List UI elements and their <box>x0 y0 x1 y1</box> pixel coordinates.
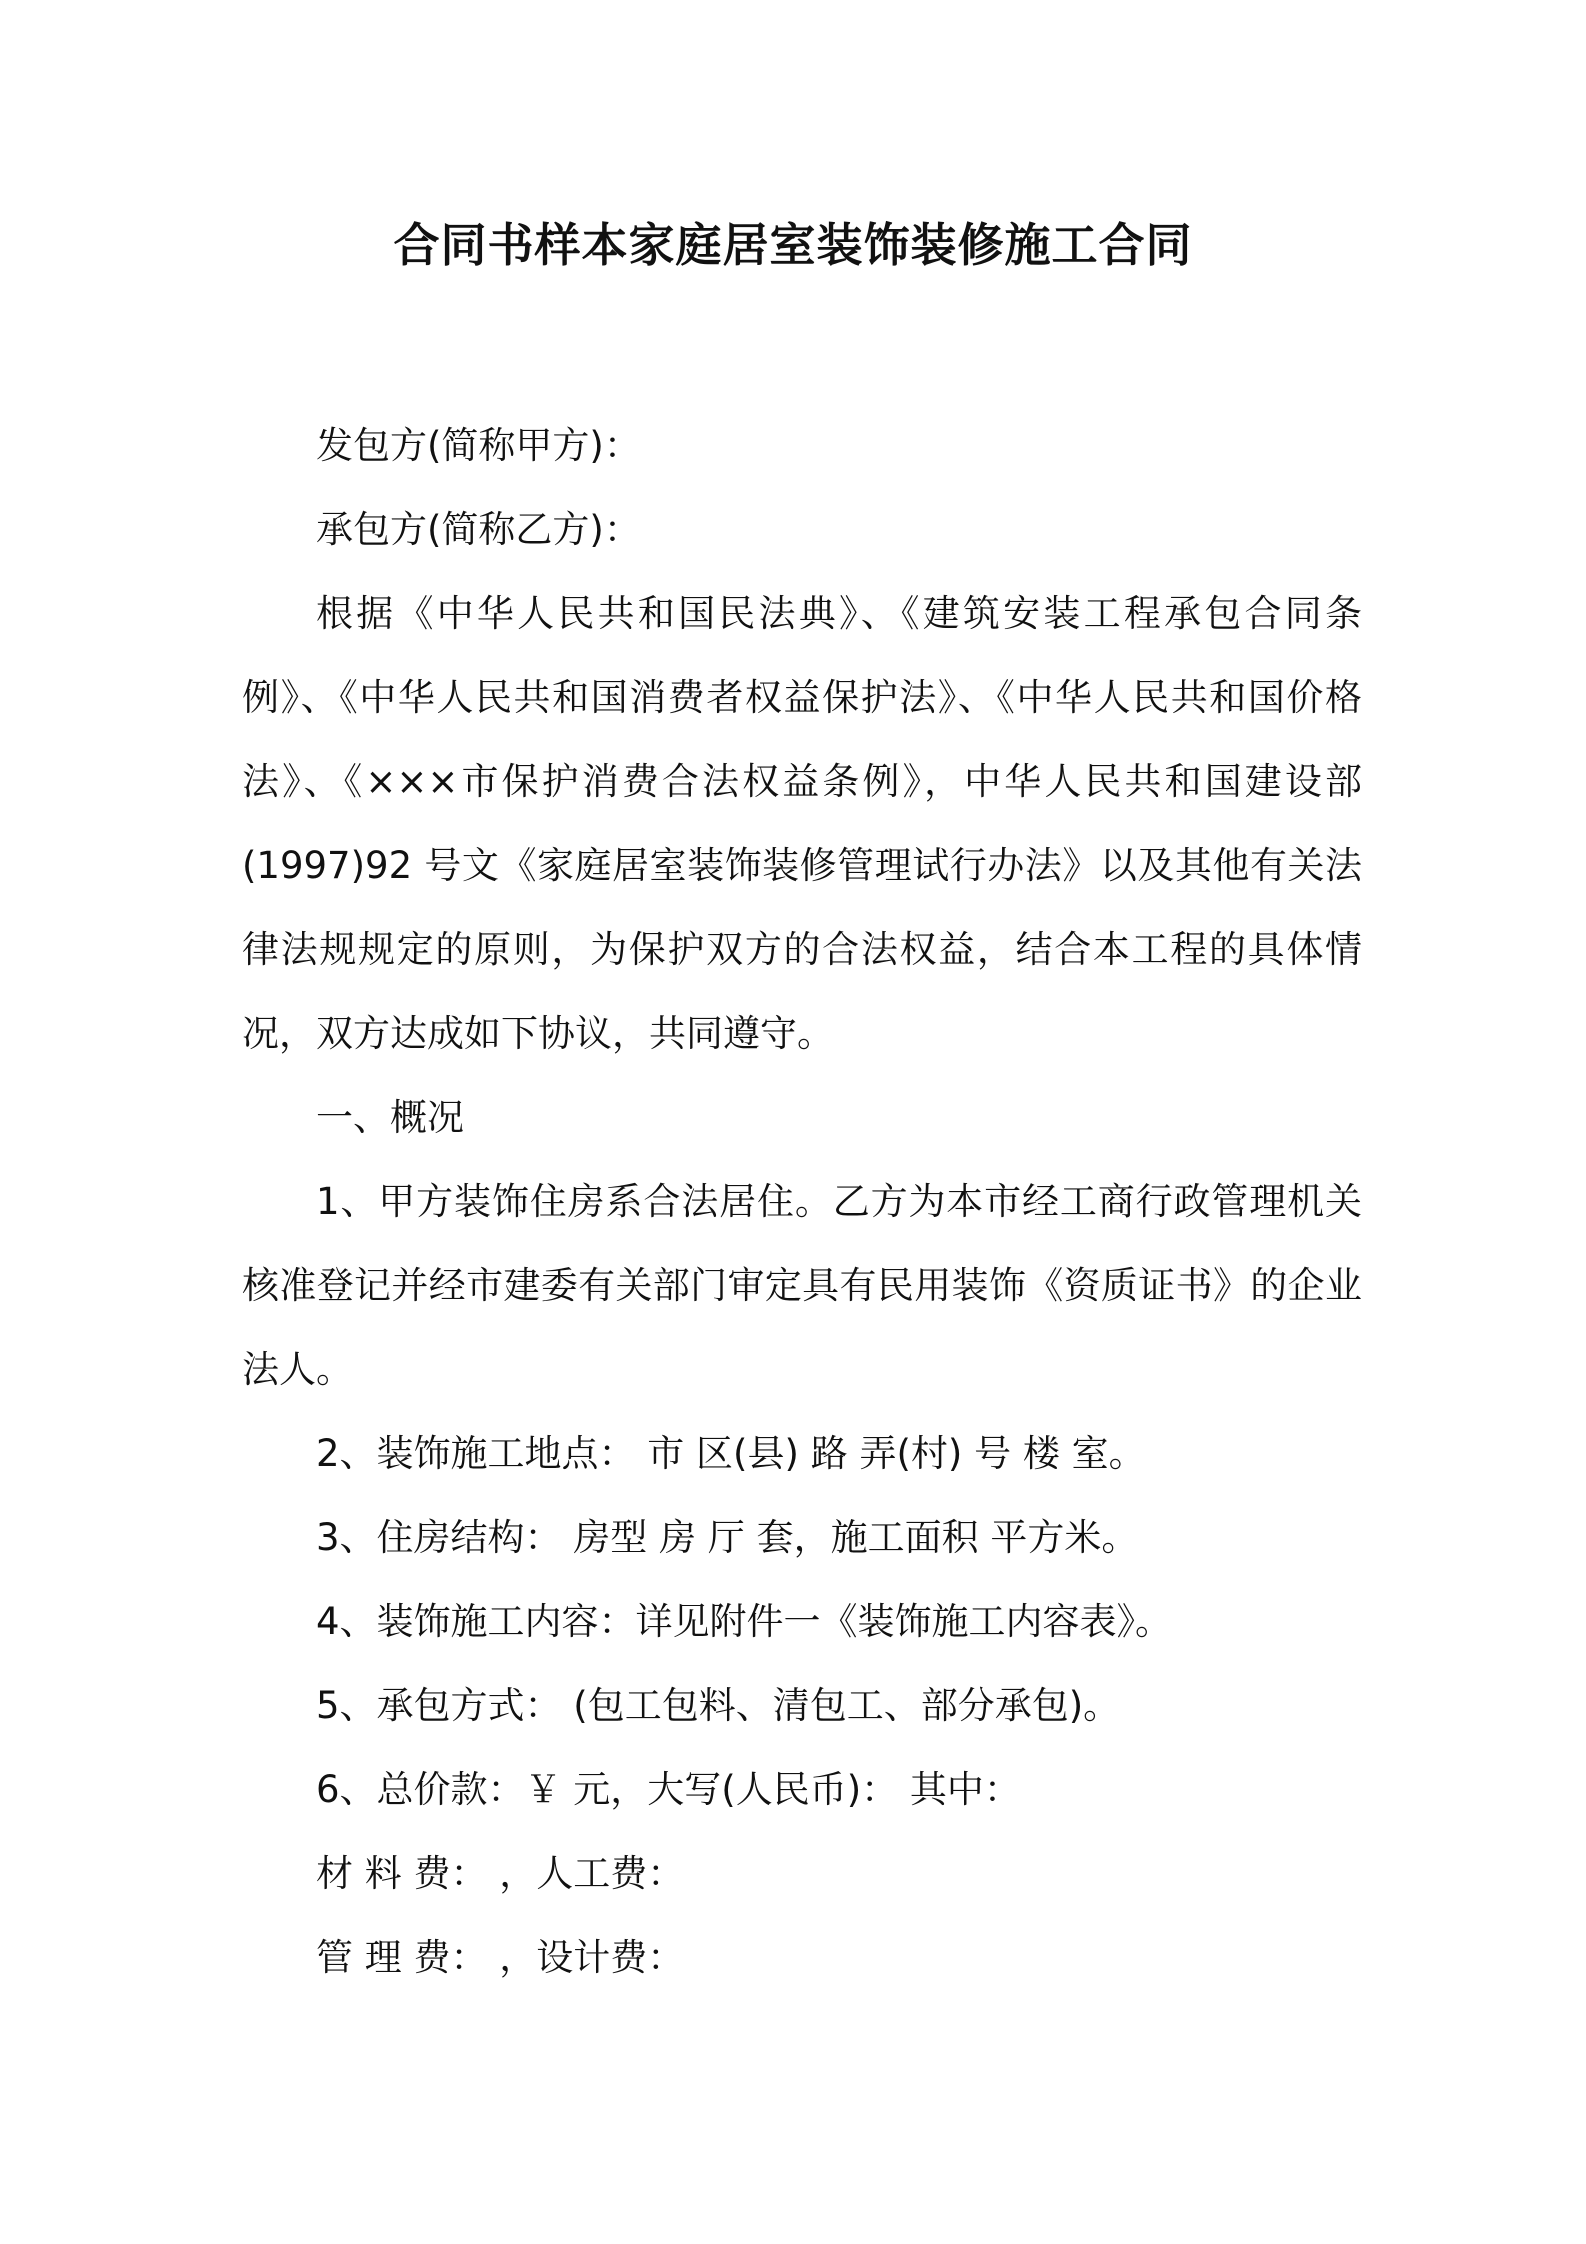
clause-1: 1、甲方装饰住房系合法居住。乙方为本市经工商行政管理机关核准登记并经市建委有关部门审定具有民用装饰《资质证书》的企业法人。 <box>242 1180 1362 1391</box>
section-heading-overview: 一、概况 <box>316 1096 464 1139</box>
clause-2: 2、装饰施工地点： 市 区(县) 路 弄(村) 号 楼 室。 <box>316 1432 1146 1475</box>
clause-6: 6、总价款：￥ 元，大写(人民币)： 其中： <box>316 1768 1021 1811</box>
clause-4: 4、装饰施工内容：详见附件一《装饰施工内容表》。 <box>316 1600 1173 1643</box>
clause-3: 3、住房结构： 房型 房 厅 套，施工面积 平方米。 <box>316 1516 1139 1559</box>
clause-5: 5、承包方式： (包工包料、清包工、部分承包)。 <box>316 1684 1121 1727</box>
document-title: 合同书样本家庭居室装饰装修施工合同 <box>393 218 1193 272</box>
fee-line-material-labor: 材 料 费： ，人工费： <box>316 1852 685 1895</box>
fee-line-management-design: 管 理 费： ，设计费： <box>316 1936 685 1979</box>
party-a-line: 发包方(简称甲方)： <box>316 424 641 467</box>
document-body <box>242 404 1362 2000</box>
legal-basis-paragraph: 根据《中华人民共和国民法典》、《建筑安装工程承包合同条例》、《中华人民共和国消费者权益保护法》、《中华人民共和国价格法》、《×××市保护消费合法权益条例》，中华人民共和国建设部(1997)92 号文《家庭居室装饰装修管理试行办法》以及其他有关法律法规规定的原则，为保护双方的合法权益，结合本工程的具体情况，双方达成如下协议，共同遵守。 <box>242 592 1362 1055</box>
party-b-line: 承包方(简称乙方)： <box>316 508 641 551</box>
